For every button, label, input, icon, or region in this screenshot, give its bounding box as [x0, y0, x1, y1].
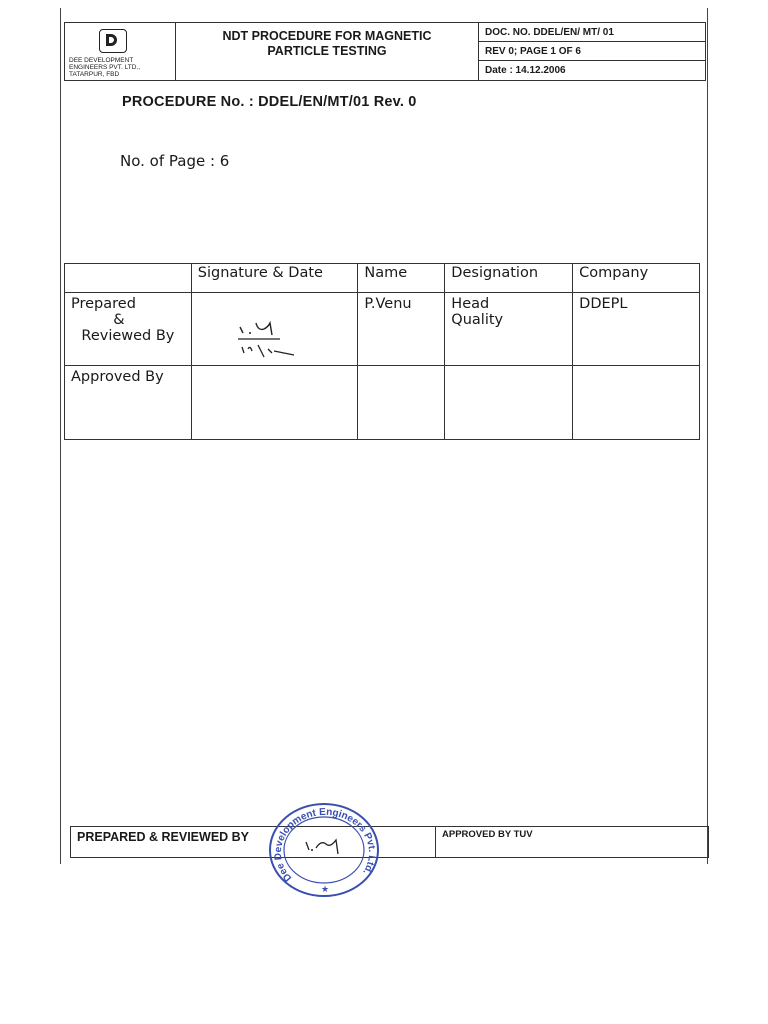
- footer-signoff: [70, 826, 709, 858]
- header-name: Name: [358, 264, 445, 293]
- doc-number: DOC. NO. DDEL/EN/ MT/ 01: [479, 23, 705, 42]
- revision-page: REV 0; PAGE 1 OF 6: [479, 42, 705, 61]
- company-name: DEE DEVELOPMENT ENGINEERS PVT. LTD., TATARPUR, FBD: [69, 57, 141, 78]
- company-logo-icon: [99, 29, 127, 53]
- document-header: [64, 22, 706, 81]
- signature-table: [64, 263, 700, 440]
- name-cell: [358, 366, 445, 440]
- company-cell: [573, 366, 700, 440]
- row-label-prepared: Prepared & Reviewed By: [65, 293, 192, 366]
- procedure-number: PROCEDURE No. : DDEL/EN/MT/01 Rev. 0: [122, 94, 417, 110]
- designation-cell: Head Quality: [445, 293, 573, 366]
- header-signature: Signature & Date: [191, 264, 358, 293]
- table-row: [65, 293, 700, 366]
- svg-text:★: ★: [321, 884, 330, 894]
- document-title: NDT PROCEDURE FOR MAGNETIC PARTICLE TESTING: [176, 23, 479, 81]
- name-cell: P.Venu: [358, 293, 445, 366]
- company-cell: DDEPL: [573, 293, 700, 366]
- company-logo-cell: [65, 23, 176, 81]
- signature-cell: [191, 366, 358, 440]
- table-header-row: [65, 264, 700, 293]
- handwritten-signature: [234, 313, 314, 363]
- company-stamp: [266, 800, 382, 900]
- doc-info: [479, 23, 706, 81]
- header-blank: [65, 264, 192, 293]
- svg-text:Dee Development Engineers Pvt.: Dee Development Engineers Pvt. Ltd.: [272, 806, 378, 884]
- prepared-reviewed-by: PREPARED & REVIEWED BY: [71, 827, 436, 858]
- document-date: Date : 14.12.2006: [485, 65, 566, 76]
- header-company: Company: [573, 264, 700, 293]
- header-designation: Designation: [445, 264, 573, 293]
- designation-cell: [445, 366, 573, 440]
- table-row: [65, 366, 700, 440]
- approved-by-tuv: APPROVED BY TUV: [436, 827, 709, 858]
- page-count: No. of Page : 6: [120, 152, 230, 170]
- row-label-approved: Approved By: [65, 366, 192, 440]
